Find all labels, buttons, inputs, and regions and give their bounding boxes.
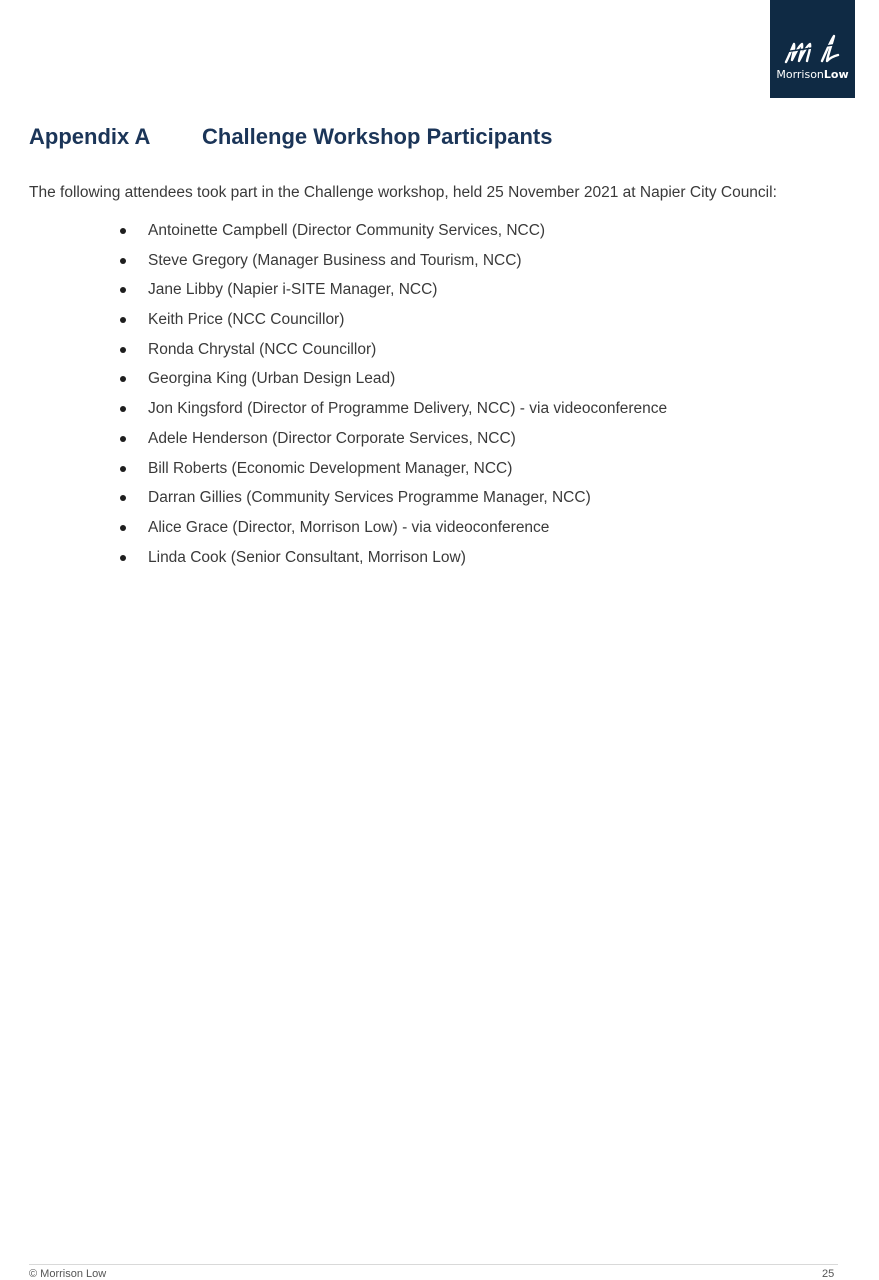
attendee-text: Keith Price (NCC Councillor) — [148, 311, 345, 329]
attendee-text: Darran Gillies (Community Services Programme Manager, NCC) — [148, 489, 591, 507]
attendee-text: Alice Grace (Director, Morrison Low) - via videoconference — [148, 518, 550, 536]
list-item — [118, 366, 667, 396]
page-title — [29, 124, 552, 150]
footer-copyright: © Morrison Low — [29, 1268, 107, 1280]
attendee-text: Jon Kingsford (Director of Programme Delivery, NCC) - via videoconference — [148, 400, 668, 418]
appendix-label: Appendix A — [29, 124, 151, 149]
logo-wordmark-bold: Low — [823, 68, 849, 81]
list-item — [118, 248, 667, 278]
bullet-icon — [120, 287, 126, 293]
bullet-icon — [120, 376, 126, 382]
ml-monogram-icon — [782, 34, 844, 66]
attendee-text: Linda Cook (Senior Consultant, Morrison Low) — [148, 548, 466, 566]
attendee-text: Steve Gregory (Manager Business and Tourism, NCC) — [148, 251, 522, 269]
attendee-text: Ronda Chrystal (NCC Councillor) — [148, 340, 377, 358]
attendee-text: Jane Libby (Napier i-SITE Manager, NCC) — [148, 281, 438, 299]
list-item — [118, 396, 667, 426]
bullet-icon — [120, 228, 126, 234]
bullet-icon — [120, 495, 126, 501]
morrison-low-logo — [770, 0, 855, 98]
attendee-text: Adele Henderson (Director Corporate Services, NCC) — [148, 429, 516, 447]
appendix-title: Challenge Workshop Participants — [202, 124, 553, 149]
bullet-icon — [120, 347, 126, 353]
attendee-list — [118, 218, 667, 574]
list-item — [118, 545, 667, 575]
list-item — [118, 426, 667, 456]
list-item — [118, 277, 667, 307]
list-item — [118, 307, 667, 337]
attendee-text: Bill Roberts (Economic Development Manager, NCC) — [148, 459, 513, 477]
list-item — [118, 218, 667, 248]
bullet-icon — [120, 555, 126, 561]
bullet-icon — [120, 525, 126, 531]
attendee-text: Georgina King (Urban Design Lead) — [148, 370, 396, 388]
bullet-icon — [120, 317, 126, 323]
list-item — [118, 337, 667, 367]
page-number: 25 — [822, 1268, 835, 1280]
bullet-icon — [120, 406, 126, 412]
bullet-icon — [120, 258, 126, 264]
list-item — [118, 515, 667, 545]
bullet-icon — [120, 466, 126, 472]
footer-divider — [29, 1264, 838, 1265]
logo-wordmark — [770, 68, 855, 81]
bullet-icon — [120, 436, 126, 442]
list-item — [118, 485, 667, 515]
intro-paragraph: The following attendees took part in the Challenge workshop, held 25 November 2021 at Napier City Council: — [29, 184, 777, 201]
attendee-text: Antoinette Campbell (Director Community Services, NCC) — [148, 222, 546, 239]
list-item — [118, 456, 667, 486]
logo-wordmark-regular: Morrison — [776, 68, 824, 81]
